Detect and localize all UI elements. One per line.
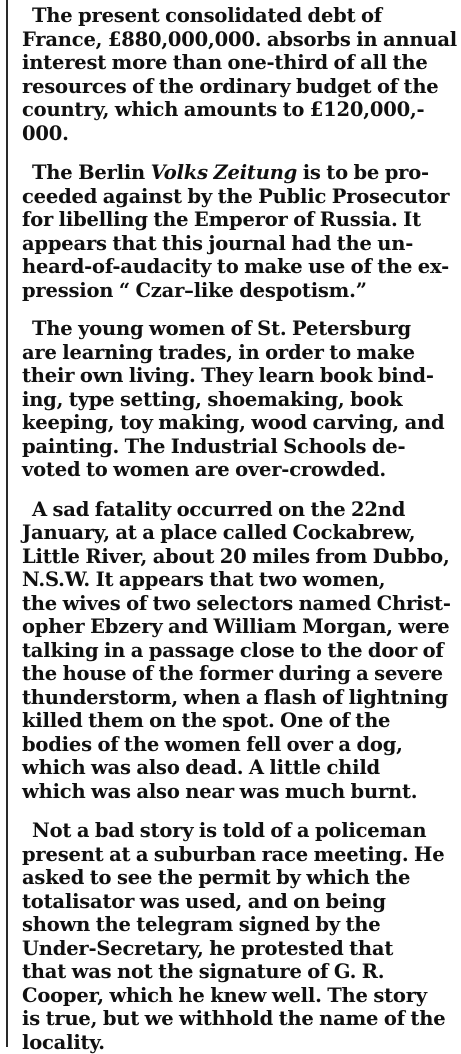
text-line: ing, type setting, shoemaking, book [22, 388, 456, 412]
text-line: shown the telegram signed by the [22, 913, 456, 937]
text-line: locality. [22, 1031, 456, 1054]
text-line: keeping, toy making, wood carving, and [22, 411, 456, 435]
text-line: Little River, about 20 miles from Dubbo, [22, 545, 456, 569]
article-berlin-volks-zeitung [22, 161, 456, 302]
text-line: The young women of St. Petersburg [22, 317, 456, 341]
text-line: is true, but we withhold the name of the [22, 1007, 456, 1031]
text-line: present at a suburban race meeting. He [22, 843, 456, 867]
text-line: talking in a passage close to the door of [22, 639, 456, 663]
text-line: the wives of two selectors named Christ- [22, 592, 456, 616]
text-line: Cooper, which he knew well. The story [22, 984, 456, 1008]
text-line: 000. [22, 122, 456, 146]
text-line: appears that this journal had the un- [22, 232, 456, 256]
text-line: Not a bad story is told of a policeman [22, 819, 456, 843]
text-line: country, which amounts to £120,000,- [22, 98, 456, 122]
article-france-debt [22, 4, 456, 145]
article-policeman-story [22, 819, 456, 1054]
newspaper-name: Volks Zeitung [151, 161, 297, 184]
article-cockabrew-fatality [22, 498, 456, 804]
text-line: totalisator was used, and on being [22, 890, 456, 914]
text-line: the house of the former during a severe [22, 662, 456, 686]
text-line: painting. The Industrial Schools de- [22, 435, 456, 459]
article-st-petersburg-women [22, 317, 456, 482]
text-line: thunderstorm, when a flash of lightning [22, 686, 456, 710]
text-line: asked to see the permit by which the [22, 866, 456, 890]
text-line: heard-of-audacity to make use of the ex- [22, 255, 456, 279]
text-line: The present consolidated debt of [22, 4, 456, 28]
text-run: The Berlin [32, 161, 151, 184]
text-line: interest more than one-third of all the [22, 51, 456, 75]
text-line: that was not the signature of G. R. [22, 960, 456, 984]
text-line [22, 161, 456, 185]
text-line: January, at a place called Cockabrew, [22, 521, 456, 545]
text-line: which was also near was much burnt. [22, 780, 456, 804]
text-line: pression “ Czar–like despotism.” [22, 279, 456, 303]
text-line: opher Ebzery and William Morgan, were [22, 615, 456, 639]
text-line: bodies of the women fell over a dog, [22, 733, 456, 757]
text-line: for libelling the Emperor of Russia. It [22, 208, 456, 232]
text-line: voted to women are over-crowded. [22, 458, 456, 482]
text-line: killed them on the spot. One of the [22, 709, 456, 733]
column-rule [6, 0, 8, 1047]
text-line: are learning trades, in order to make [22, 341, 456, 365]
text-line: their own living. They learn book bind- [22, 364, 456, 388]
text-line: Under-Secretary, he protested that [22, 937, 456, 961]
text-line: resources of the ordinary budget of the [22, 75, 456, 99]
text-line: which was also dead. A little child [22, 756, 456, 780]
text-line: France, £880,000,000. absorbs in annual [22, 28, 456, 52]
newspaper-column [22, 4, 456, 1054]
text-line: ceeded against by the Public Prosecutor [22, 185, 456, 209]
text-run: is to be pro- [297, 161, 429, 184]
text-line: A sad fatality occurred on the 22nd [22, 498, 456, 522]
text-line: N.S.W. It appears that two women, [22, 568, 456, 592]
